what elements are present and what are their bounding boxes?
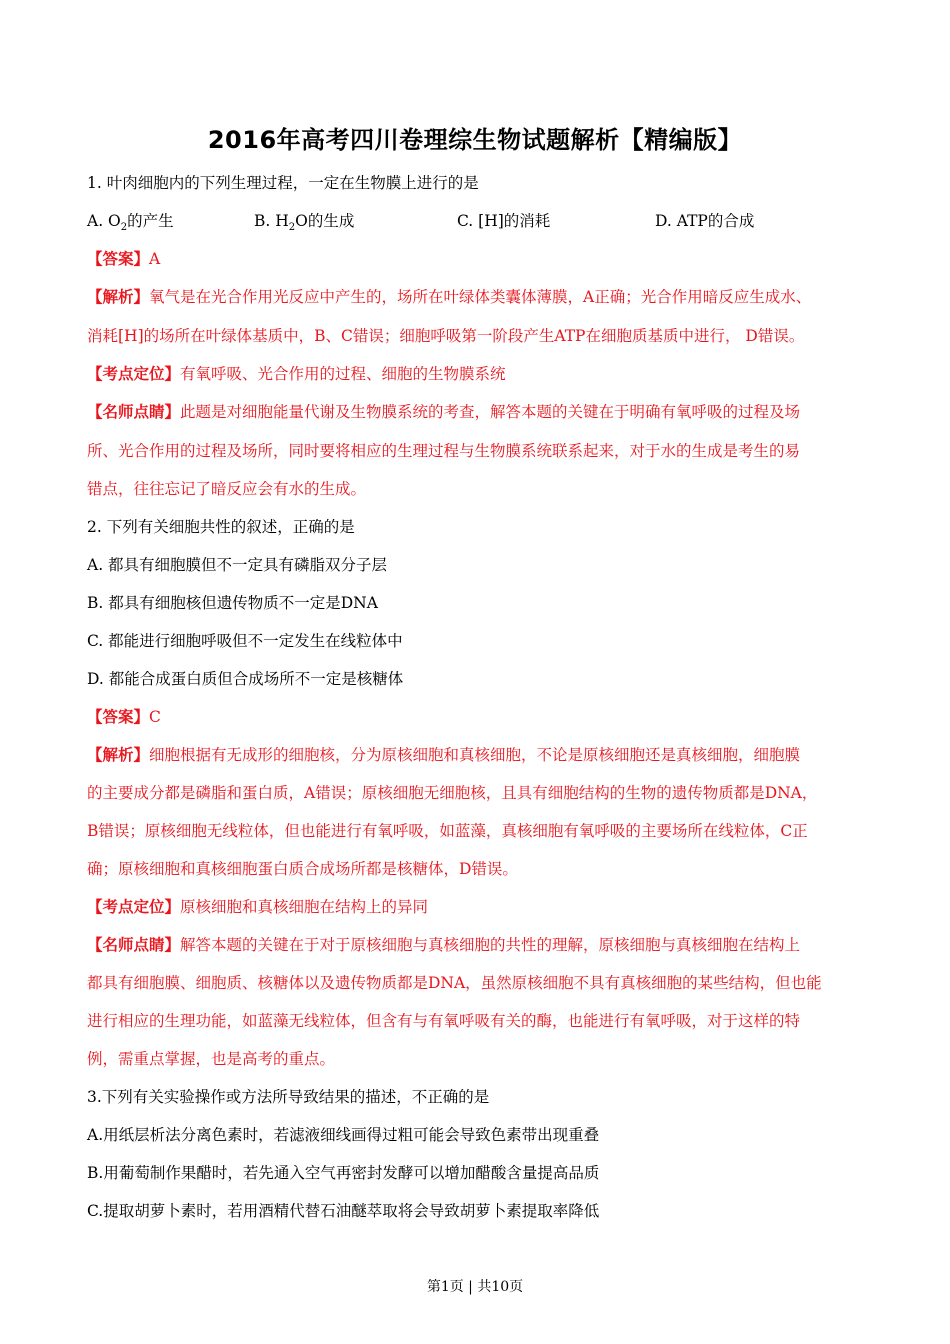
question-2-option-c: C. 都能进行细胞呼吸但不一定发生在线粒体中 — [87, 632, 403, 650]
question-3-option-a: A.用纸层析法分离色素时，若滤液细线画得过粗可能会导致色素带出现重叠 — [87, 1126, 600, 1144]
question-1-tip-line-3: 错点，往往忘记了暗反应会有水的生成。 — [87, 480, 367, 498]
option-d: D. ATP的合成 — [655, 212, 755, 230]
page-footer: 第1页 | 共10页 — [426, 1279, 524, 1295]
option-a: A. $O_2$的产生 — [87, 212, 174, 234]
question-2-stem: 2. 下列有关细胞共性的叙述，正确的是 — [87, 518, 355, 536]
question-2-analysis-line-1: 【解析】细胞根据有无成形的细胞核，分为原核细胞和真核细胞，不论是原核细胞还是真核细胞，细胞膜 — [87, 745, 801, 764]
question-2-option-d: D. 都能合成蛋白质但合成场所不一定是核糖体 — [87, 670, 404, 688]
question-3-option-b: B.用葡萄制作果醋时，若先通入空气再密封发酵可以增加醋酸含量提高品质 — [87, 1164, 600, 1182]
question-2-answer: 【答案】C — [87, 707, 161, 726]
question-1-analysis-line-2: 消耗[H]的场所在叶绿体基质中，B、C错误；细胞呼吸第一阶段产生ATP在细胞质基质中进行， D错误。 — [87, 327, 805, 345]
question-3-option-c: C.提取胡萝卜素时，若用酒精代替石油醚萃取将会导致胡萝卜素提取率降低 — [87, 1202, 600, 1220]
question-2-option-b: B. 都具有细胞核但遗传物质不一定是DNA — [87, 594, 378, 612]
question-2-tip-line-2: 都具有细胞膜、细胞质、核糖体以及遗传物质都是DNA，虽然原核细胞不具有真核细胞的某些结构，但也能 — [87, 974, 822, 992]
question-1-answer: 【答案】A — [87, 249, 161, 268]
question-2-tip-line-4: 例，需重点掌握，也是高考的重点。 — [87, 1050, 336, 1068]
option-b: B. $H_2O$的生成 — [254, 212, 355, 234]
question-2-point: 【考点定位】原核细胞和真核细胞在结构上的异同 — [87, 897, 429, 916]
question-1-stem: 1. 叶肉细胞内的下列生理过程，一定在生物膜上进行的是 — [87, 174, 479, 192]
question-3-stem: 3.下列有关实验操作或方法所导致结果的描述，不正确的是 — [87, 1088, 490, 1106]
question-2-tip-line-1: 【名师点睛】解答本题的关键在于对于原核细胞与真核细胞的共性的理解，原核细胞与真核细胞在结构上 — [87, 935, 801, 954]
question-1-tip-line-1: 【名师点睛】此题是对细胞能量代谢及生物膜系统的考查，解答本题的关键在于明确有氧呼吸的过程及场 — [87, 402, 801, 421]
question-1-point: 【考点定位】有氧呼吸、光合作用的过程、细胞的生物膜系统 — [87, 364, 506, 383]
question-1-tip-line-2: 所、光合作用的过程及场所，同时要将相应的生理过程与生物膜系统联系起来，对于水的生成是考生的易 — [87, 442, 801, 460]
question-2-option-a: A. 都具有细胞膜但不一定具有磷脂双分子层 — [87, 556, 388, 574]
option-c: C. [H]的消耗 — [457, 212, 551, 230]
question-2-tip-line-3: 进行相应的生理功能，如蓝藻无线粒体，但含有与有氧呼吸有关的酶，也能进行有氧呼吸，对于这样的特 — [87, 1012, 801, 1030]
question-2-analysis-line-2: 的主要成分都是磷脂和蛋白质，A错误；原核细胞无细胞核，且具有细胞结构的生物的遗传物质都是DNA， — [87, 784, 818, 802]
question-1-analysis-line-1: 【解析】氧气是在光合作用光反应中产生的，场所在叶绿体类囊体薄膜，A正确；光合作用暗反应生成水、 — [87, 287, 812, 306]
page-title: 2016年高考四川卷理综生物试题解析【精编版】 — [207, 126, 743, 154]
question-2-analysis-line-4: 确；原核细胞和真核细胞蛋白质合成场所都是核糖体，D错误。 — [87, 860, 518, 878]
question-2-analysis-line-3: B错误；原核细胞无线粒体，但也能进行有氧呼吸，如蓝藻，真核细胞有氧呼吸的主要场所在线粒体，C正 — [87, 822, 808, 840]
